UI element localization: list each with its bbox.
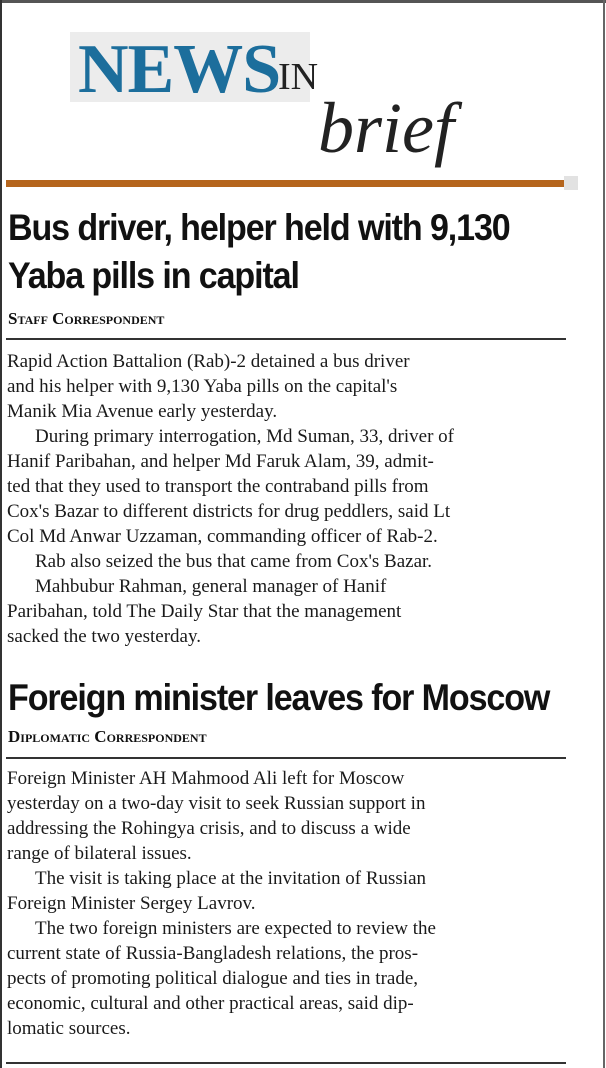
story2-paragraph xyxy=(7,866,582,916)
text-line: Mahbubur Rahman, general manager of Hanif xyxy=(35,576,387,597)
story1-byline-rule xyxy=(6,338,566,340)
text-line: and his helper with 9,130 Yaba pills on the capital's xyxy=(7,376,398,397)
story1-paragraph xyxy=(7,424,582,549)
text-line: ted that they used to transport the contraband pills from xyxy=(7,476,429,497)
story1-body xyxy=(7,349,582,649)
text-line: The two foreign ministers are expected to review the xyxy=(35,918,436,939)
text-line: yesterday on a two-day visit to seek Russian support in xyxy=(7,793,426,814)
text-line: economic, cultural and other practical areas, said dip- xyxy=(7,993,414,1014)
text-line: Foreign Minister AH Mahmood Ali left for Moscow xyxy=(7,768,405,789)
text-line: During primary interrogation, Md Suman, 33, driver of xyxy=(35,426,454,447)
text-line: Rab also seized the bus that came from Cox's Bazar. xyxy=(35,551,433,572)
news-in-brief-masthead xyxy=(0,0,606,195)
text-line: Cox's Bazar to different districts for drug peddlers, said Lt xyxy=(7,501,451,522)
text-line: current state of Russia-Bangladesh relations, the pros- xyxy=(7,943,419,964)
masthead-news: NEWS xyxy=(78,31,281,108)
story1-paragraph xyxy=(7,349,582,424)
story2-paragraph xyxy=(7,766,582,866)
text-line: lomatic sources. xyxy=(7,1018,131,1039)
story1-paragraph xyxy=(7,549,582,574)
text-line: Hanif Paribahan, and helper Md Faruk Alam, 39, admit- xyxy=(7,451,434,472)
story1-byline: Staff Correspondent xyxy=(8,309,165,328)
masthead-rule xyxy=(6,180,564,187)
text-line: Foreign Minister Sergey Lavrov. xyxy=(7,893,256,914)
masthead-in: IN xyxy=(278,56,319,98)
text-line: Col Md Anwar Uzzaman, commanding officer of Rab-2. xyxy=(7,526,438,547)
story1-headline xyxy=(8,204,578,300)
text-line: pects of promoting political dialogue and ties in trade, xyxy=(7,968,419,989)
story2-headline: Foreign minister leaves for Moscow xyxy=(8,677,550,718)
story1-headline-line: Yaba pills in capital xyxy=(8,255,299,296)
story2-body xyxy=(7,766,582,1041)
text-line: The visit is taking place at the invitation of Russian xyxy=(35,868,427,889)
story2-paragraph xyxy=(7,916,582,1041)
story1-paragraph xyxy=(7,574,582,649)
text-line: Manik Mia Avenue early yesterday. xyxy=(7,401,278,422)
text-line: addressing the Rohingya crisis, and to discuss a wide xyxy=(7,818,411,839)
story1-headline-line: Bus driver, helper held with 9,130 xyxy=(8,207,510,248)
text-line: range of bilateral issues. xyxy=(7,843,192,864)
text-line: Paribahan, told The Daily Star that the management xyxy=(7,601,402,622)
bottom-rule xyxy=(6,1062,566,1064)
masthead-brief: brief xyxy=(318,88,454,168)
masthead-rule-shade xyxy=(564,176,578,190)
text-line: sacked the two yesterday. xyxy=(7,626,201,647)
story2-byline-rule xyxy=(6,757,566,759)
story2-byline: Diplomatic Correspondent xyxy=(8,727,207,746)
text-line: Rapid Action Battalion (Rab)-2 detained a bus driver xyxy=(7,351,410,372)
